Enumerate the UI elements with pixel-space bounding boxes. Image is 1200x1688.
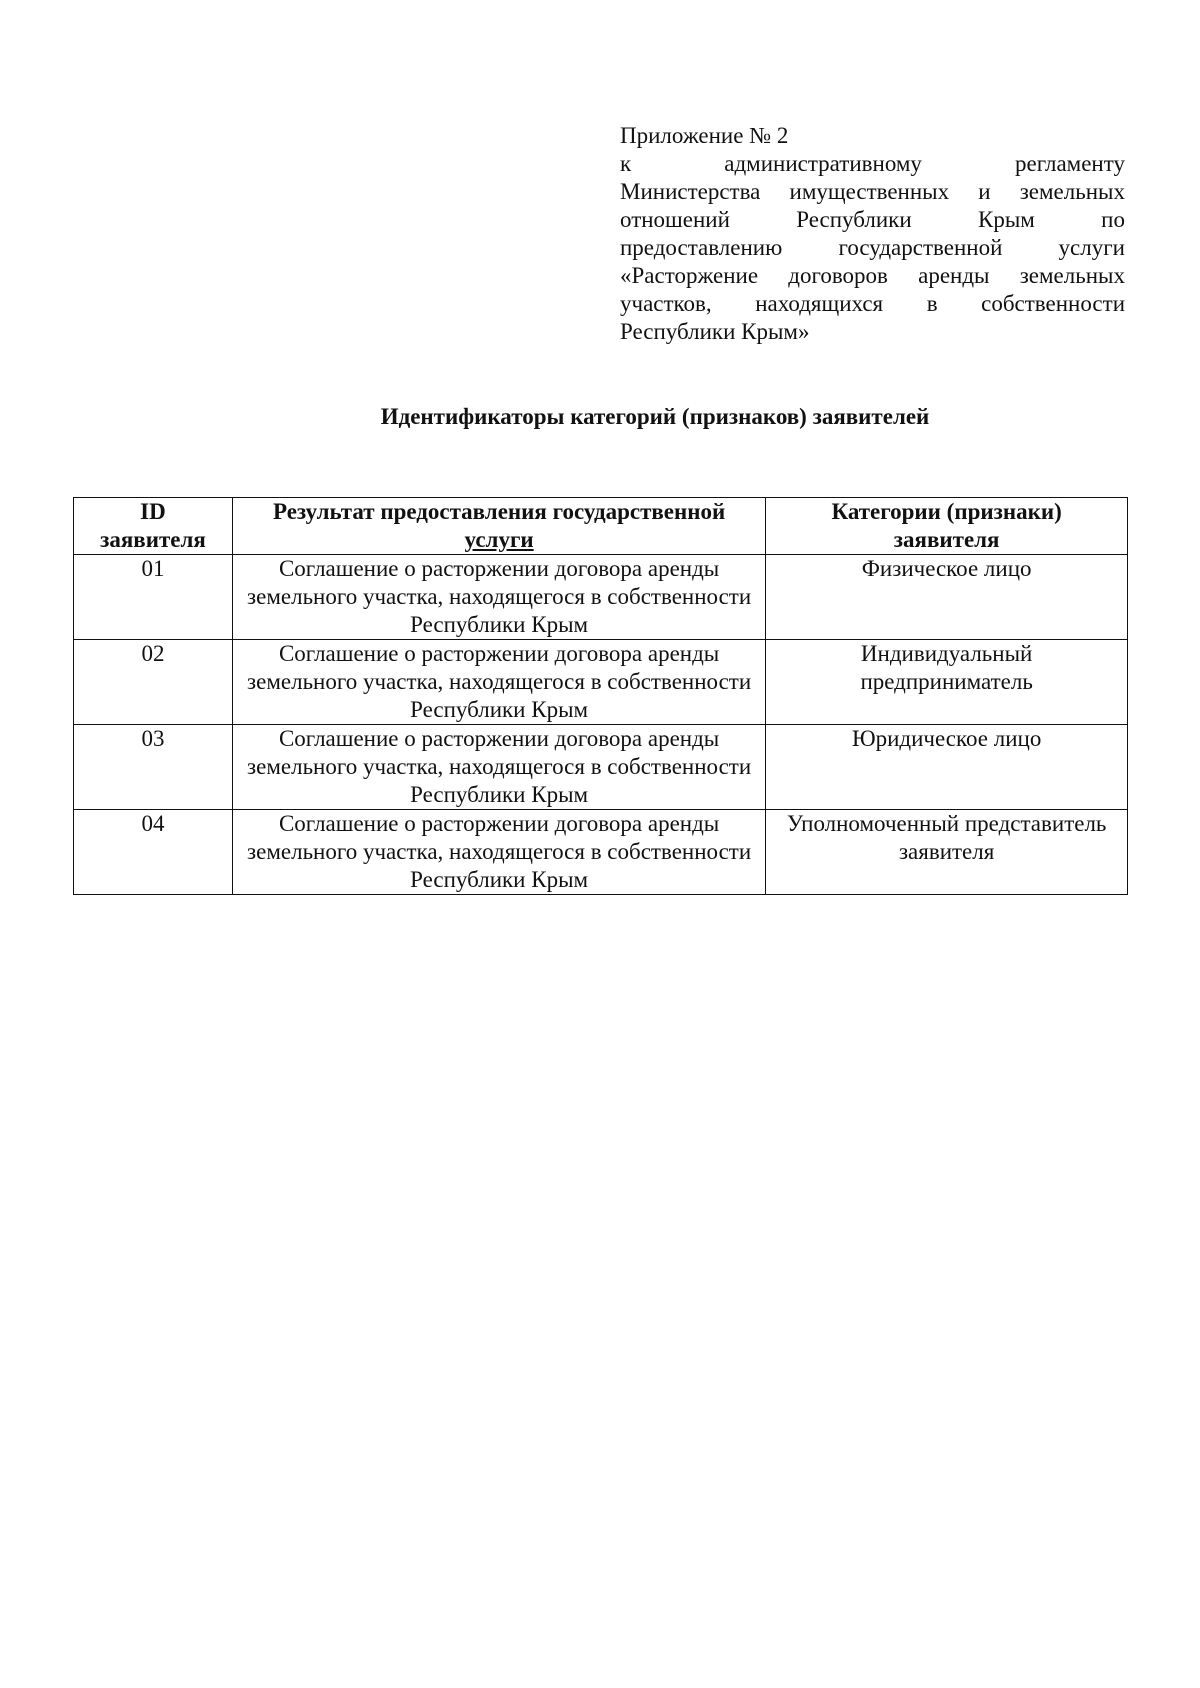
cell-result: Соглашение о расторжении договора аренды земельного участка, находящегося в собственности Республики Крым: [232, 810, 765, 895]
cell-category: Физическое лицо: [766, 555, 1128, 640]
table-row: [74, 810, 1128, 895]
cell-id: 03: [74, 725, 233, 810]
appendix-line: участков, находящихся в собственности: [620, 291, 1125, 316]
table-row: [74, 725, 1128, 810]
table-row: [74, 640, 1128, 725]
cell-id: 04: [74, 810, 233, 895]
applicant-ids-table: [73, 497, 1128, 895]
header-id-line2: заявителя: [100, 527, 206, 552]
appendix-line: отношений Республики Крым по: [620, 207, 1125, 232]
cell-category: Юридическое лицо: [766, 725, 1128, 810]
table-row: [74, 555, 1128, 640]
header-id: [74, 498, 233, 555]
cell-id: 02: [74, 640, 233, 725]
table-header-row: [74, 498, 1128, 555]
document-title: Идентификаторы категорий (признаков) заявителей: [380, 404, 930, 429]
header-category-line1: Категории (признаки): [831, 499, 1062, 524]
header-category-line2: заявителя: [893, 527, 1000, 552]
appendix-line: «Расторжение договоров аренды земельных: [620, 263, 1125, 288]
header-result: [232, 498, 765, 555]
appendix-header: [620, 122, 1125, 346]
cell-category: Индивидуальный предприниматель: [766, 640, 1128, 725]
header-result-line1: Результат предоставления государственной: [272, 499, 726, 524]
appendix-number: Приложение № 2: [620, 123, 789, 148]
cell-result: Соглашение о расторжении договора аренды земельного участка, находящегося в собственности Республики Крым: [232, 725, 765, 810]
header-result-line2: услуги: [464, 527, 534, 552]
appendix-line: Министерства имущественных и земельных: [620, 179, 1125, 204]
cell-category: Уполномоченный представитель заявителя: [766, 810, 1128, 895]
cell-id: 01: [74, 555, 233, 640]
appendix-line: предоставлению государственной услуги: [620, 235, 1125, 260]
appendix-line: к административному регламенту: [620, 151, 1125, 176]
header-id-line1: ID: [140, 499, 166, 524]
appendix-line: Республики Крым»: [620, 319, 810, 344]
header-category: [766, 498, 1128, 555]
cell-result: Соглашение о расторжении договора аренды земельного участка, находящегося в собственности Республики Крым: [232, 640, 765, 725]
cell-result: Соглашение о расторжении договора аренды земельного участка, находящегося в собственности Республики Крым: [232, 555, 765, 640]
